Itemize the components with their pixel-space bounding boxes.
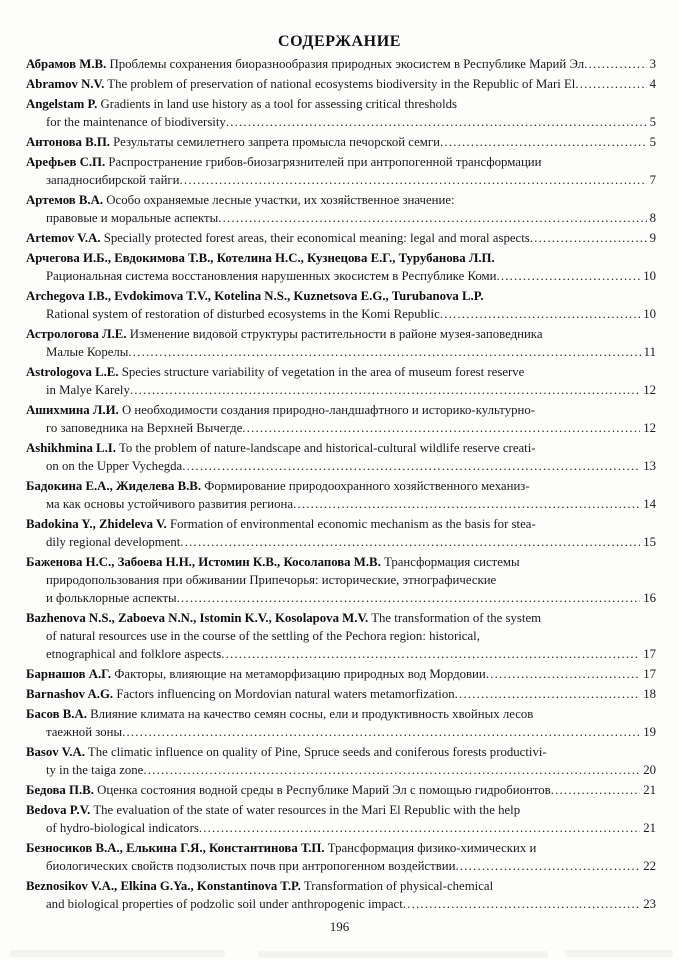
entry-author: Angelstam P. bbox=[26, 97, 98, 111]
entry-author: Безносиков В.А., Елькина Г.Я., Константинова Т.П. bbox=[26, 841, 325, 855]
entry-text bbox=[26, 249, 495, 267]
entry-text: on on the Upper Vychegda bbox=[46, 459, 183, 473]
toc-line-first bbox=[26, 153, 656, 171]
dot-leader bbox=[551, 781, 640, 799]
entry-text: Bedova P.V. The evaluation of the state of water resources in the Mari El Republic with the help bbox=[26, 803, 521, 817]
entry-text: Рациональная система восстановления нарушенных экосистем в Республике Коми bbox=[46, 269, 497, 283]
toc-entry bbox=[26, 477, 656, 513]
toc-line-first bbox=[26, 439, 656, 457]
entry-text: правовые и моральные аспекты bbox=[46, 211, 219, 225]
toc-line-continuation bbox=[26, 761, 656, 779]
entry-text: of natural resources use in the course of the settling of the Pechora region: historical, bbox=[46, 629, 480, 643]
entry-text: Артемов В.А. Особо охраняемые лесные участки, их хозяйственное значение: bbox=[26, 193, 455, 207]
toc-line-continuation bbox=[26, 533, 656, 551]
toc-line-first bbox=[26, 839, 656, 857]
entry-author: Арчегова И.Б., Евдокимова Т.В., Котелина Н.С., Кузнецова Е.Г., Турубанова Л.П. bbox=[26, 251, 495, 265]
dot-leader bbox=[221, 645, 640, 663]
entry-page-number: 19 bbox=[643, 725, 656, 739]
entry-page-number: 17 bbox=[643, 647, 656, 661]
entry-text: природопользования при обживании Припечорья: исторические, этнографические bbox=[46, 573, 497, 587]
entry-page-number: 20 bbox=[643, 763, 656, 777]
entry-author: Артемов В.А. bbox=[26, 193, 104, 207]
entry-page-number: 23 bbox=[643, 897, 656, 911]
toc-line-first bbox=[26, 665, 656, 683]
toc-line-first bbox=[26, 249, 656, 267]
entry-author: Barnashov A.G. bbox=[26, 687, 114, 701]
entry-author: Basov V.A. bbox=[26, 745, 85, 759]
entry-author: Басов В.А. bbox=[26, 707, 87, 721]
toc-line-first bbox=[26, 801, 656, 819]
entry-page-number: 5 bbox=[649, 135, 656, 149]
entry-page-number: 10 bbox=[643, 307, 656, 321]
toc-line-continuation bbox=[26, 819, 656, 837]
toc-entry bbox=[26, 839, 656, 875]
entry-text: Бедова П.В. Оценка состояния водной среды в Республике Марий Эл с помощью гидробионтов bbox=[26, 783, 551, 797]
entry-text: Angelstam P. Gradients in land use history as a tool for assessing critical thresholds bbox=[26, 97, 458, 111]
toc-entry bbox=[26, 877, 656, 913]
toc-entry bbox=[26, 153, 656, 189]
toc-line-continuation bbox=[26, 457, 656, 475]
scan-artifact bbox=[565, 950, 673, 957]
toc-line-continuation bbox=[26, 495, 656, 513]
dot-leader bbox=[455, 685, 641, 703]
entry-author: Ашихмина Л.И. bbox=[26, 403, 119, 417]
toc-entry bbox=[26, 685, 656, 703]
entry-text: Astrologova L.E. Species structure variability of vegetation in the area of museum forest reserve bbox=[26, 365, 525, 379]
entry-page-number: 4 bbox=[649, 77, 656, 91]
dot-leader bbox=[440, 305, 640, 323]
dot-leader bbox=[218, 209, 646, 227]
toc-line-continuation bbox=[26, 267, 656, 285]
entry-text: таежной зоны bbox=[46, 725, 123, 739]
entry-page-number: 5 bbox=[649, 115, 656, 129]
dot-leader bbox=[182, 457, 640, 475]
toc-line-continuation bbox=[26, 171, 656, 189]
entry-text: Бадокина Е.А., Жиделева В.В. Формирование природоохранного хозяйственного механиз- bbox=[26, 479, 530, 493]
entry-text: Басов В.А. Влияние климата на качество семян сосны, ели и продуктивность хвойных лесов bbox=[26, 707, 534, 721]
entry-page-number: 16 bbox=[643, 591, 656, 605]
dot-leader bbox=[440, 133, 647, 151]
entry-page-number: 12 bbox=[643, 383, 656, 397]
toc-entry bbox=[26, 287, 656, 323]
entry-page-number: 21 bbox=[643, 821, 656, 835]
entry-author: Abramov N.V. bbox=[26, 77, 105, 91]
entry-text: Малые Корелы bbox=[46, 345, 129, 359]
entry-text: in Malye Karely bbox=[46, 383, 130, 397]
entry-author: Artemov V.A. bbox=[26, 231, 101, 245]
toc-entry bbox=[26, 363, 656, 399]
toc-line-first bbox=[26, 743, 656, 761]
toc-line-continuation bbox=[26, 645, 656, 663]
dot-leader bbox=[143, 761, 640, 779]
dot-leader bbox=[177, 589, 641, 607]
toc-line-continuation bbox=[26, 305, 656, 323]
entry-author: Астрологова Л.Е. bbox=[26, 327, 127, 341]
entry-page-number: 10 bbox=[643, 269, 656, 283]
entry-text: Beznosikov V.A., Elkina G.Ya., Konstantinova T.P. Transformation of physical-chemical bbox=[26, 879, 494, 893]
entry-author: Astrologova L.E. bbox=[26, 365, 119, 379]
toc-line-continuation bbox=[26, 857, 656, 875]
toc-entry bbox=[26, 743, 656, 779]
toc-line-first bbox=[26, 229, 656, 247]
toc-entry bbox=[26, 191, 656, 227]
toc-entry bbox=[26, 325, 656, 361]
toc-line-first bbox=[26, 133, 656, 151]
entry-author: Bazhenova N.S., Zaboeva N.N., Istomin K.V., Kosolapova M.V. bbox=[26, 611, 369, 625]
entry-text: Антонова В.П. Результаты семилетнего запрета промысла печорской семги bbox=[26, 135, 440, 149]
toc-line-continuation bbox=[26, 571, 656, 589]
toc-line-first bbox=[26, 325, 656, 343]
toc-entry bbox=[26, 229, 656, 247]
entry-author: Бадокина Е.А., Жиделева В.В. bbox=[26, 479, 202, 493]
entry-page-number: 15 bbox=[643, 535, 656, 549]
toc-line-first bbox=[26, 877, 656, 895]
entry-author: Бедова П.В. bbox=[26, 783, 94, 797]
entry-author: Beznosikov V.A., Elkina G.Ya., Konstantinova T.P. bbox=[26, 879, 301, 893]
entry-text: of hydro-biological indicators bbox=[46, 821, 199, 835]
toc-entry bbox=[26, 439, 656, 475]
scan-artifact bbox=[10, 950, 225, 957]
entry-text: Астрологова Л.Е. Изменение видовой структуры растительности в районе музея-заповедника bbox=[26, 327, 543, 341]
entry-text: dily regional development bbox=[46, 535, 181, 549]
dot-leader bbox=[496, 267, 640, 285]
toc-line-first bbox=[26, 55, 656, 73]
entry-author: Баженова Н.С., Забоева Н.Н., Истомин К.В., Косолапова М.В. bbox=[26, 555, 381, 569]
dot-leader bbox=[199, 819, 640, 837]
entry-text: и фольклорные аспекты bbox=[46, 591, 177, 605]
entry-text: Баженова Н.С., Забоева Н.Н., Истомин К.В., Косолапова М.В. Трансформация системы bbox=[26, 555, 520, 569]
toc-line-first bbox=[26, 705, 656, 723]
toc-line-continuation bbox=[26, 627, 656, 645]
toc-line-continuation bbox=[26, 381, 656, 399]
entry-text: Badokina Y., Zhideleva V. Formation of environmental economic mechanism as the basis for stea- bbox=[26, 517, 536, 531]
toc-line-first bbox=[26, 685, 656, 703]
entry-text: Ashikhmina L.I. To the problem of nature-landscape and historical-cultural wildlife reserve creati- bbox=[26, 441, 536, 455]
toc-line-continuation bbox=[26, 113, 656, 131]
entry-page-number: 7 bbox=[649, 173, 656, 187]
entry-page-number: 3 bbox=[649, 57, 656, 71]
toc-line-first bbox=[26, 75, 656, 93]
entry-text: биологических свойств подзолистых почв при антропогенном воздействии bbox=[46, 859, 456, 873]
folio-page-number: 196 bbox=[329, 919, 350, 934]
toc-entries bbox=[26, 55, 656, 915]
toc-line-first bbox=[26, 401, 656, 419]
entry-author: Ashikhmina L.I. bbox=[26, 441, 116, 455]
toc-entry bbox=[26, 75, 656, 93]
entry-text: го заповедника на Верхней Вычегде bbox=[46, 421, 243, 435]
entry-author: Антонова В.П. bbox=[26, 135, 110, 149]
dot-leader bbox=[180, 171, 647, 189]
entry-page-number: 8 bbox=[649, 211, 656, 225]
entry-page-number: 12 bbox=[643, 421, 656, 435]
toc-entry bbox=[26, 553, 656, 607]
toc-entry bbox=[26, 515, 656, 551]
toc-line-first bbox=[26, 95, 656, 113]
dot-leader bbox=[226, 113, 647, 131]
entry-author: Badokina Y., Zhideleva V. bbox=[26, 517, 167, 531]
entry-text: and biological properties of podzolic soil under anthropogenic impact bbox=[46, 897, 403, 911]
dot-leader bbox=[403, 895, 640, 913]
entry-page-number: 22 bbox=[643, 859, 656, 873]
toc-entry bbox=[26, 705, 656, 741]
dot-leader bbox=[575, 75, 646, 93]
entry-page-number: 17 bbox=[643, 667, 656, 681]
entry-author: Абрамов М.В. bbox=[26, 57, 107, 71]
toc-line-first bbox=[26, 477, 656, 495]
entry-text: for the maintenance of biodiversity bbox=[46, 115, 226, 129]
entry-text: ма как основы устойчивого развития региона bbox=[46, 497, 294, 511]
toc-entry bbox=[26, 401, 656, 437]
dot-leader bbox=[293, 495, 640, 513]
dot-leader bbox=[530, 229, 647, 247]
toc-entry bbox=[26, 781, 656, 799]
dot-leader bbox=[128, 343, 640, 361]
entry-text: etnographical and folklore aspects bbox=[46, 647, 222, 661]
dot-leader bbox=[242, 419, 640, 437]
toc-line-first bbox=[26, 287, 656, 305]
dot-leader bbox=[180, 533, 640, 551]
entry-page-number: 11 bbox=[643, 345, 656, 359]
entry-text: Безносиков В.А., Елькина Г.Я., Константинова Т.П. Трансформация физико-химических и bbox=[26, 841, 537, 855]
entry-text: Арефьев С.П. Распространение грибов-биозагрязнителей при антропогенной трансформации bbox=[26, 155, 542, 169]
toc-entry bbox=[26, 609, 656, 663]
toc-line-continuation bbox=[26, 589, 656, 607]
entry-author: Bedova P.V. bbox=[26, 803, 91, 817]
entry-text: западносибирской тайги bbox=[46, 173, 180, 187]
entry-text: Rational system of restoration of disturbed ecosystems in the Komi Republic bbox=[46, 307, 440, 321]
entry-text: Барнашов А.Г. Факторы, влияющие на метаморфизацию природных вод Мордовии bbox=[26, 667, 486, 681]
entry-text bbox=[26, 287, 484, 305]
scan-artifact bbox=[258, 951, 548, 958]
entry-text: Artemov V.A. Specially protected forest areas, their economical meaning: legal and moral aspects bbox=[26, 231, 530, 245]
entry-author: Барнашов А.Г. bbox=[26, 667, 112, 681]
toc-line-first bbox=[26, 515, 656, 533]
toc-entry bbox=[26, 133, 656, 151]
entry-page-number: 21 bbox=[643, 783, 656, 797]
entry-page-number: 13 bbox=[643, 459, 656, 473]
entry-text: Абрамов М.В. Проблемы сохранения биоразнообразия природных экосистем в Республике Марий Эл bbox=[26, 57, 585, 71]
toc-line-first bbox=[26, 363, 656, 381]
toc-line-continuation bbox=[26, 895, 656, 913]
entry-author: Арефьев С.П. bbox=[26, 155, 106, 169]
entry-page-number: 14 bbox=[643, 497, 656, 511]
toc-line-first bbox=[26, 553, 656, 571]
toc-entry bbox=[26, 55, 656, 73]
toc-entry bbox=[26, 95, 656, 131]
dot-leader bbox=[455, 857, 640, 875]
toc-line-continuation bbox=[26, 723, 656, 741]
entry-page-number: 9 bbox=[649, 231, 656, 245]
toc-line-first bbox=[26, 781, 656, 799]
entry-text: Abramov N.V. The problem of preservation of national ecosystems biodiversity in the Republic of Mari El bbox=[26, 77, 576, 91]
dot-leader bbox=[584, 55, 646, 73]
toc-line-continuation bbox=[26, 343, 656, 361]
toc-entry bbox=[26, 665, 656, 683]
toc-line-continuation bbox=[26, 209, 656, 227]
entry-author: Archegova I.B., Evdokimova T.V., Kotelina N.S., Kuznetsova E.G., Turubanova L.P. bbox=[26, 289, 484, 303]
entry-page-number: 18 bbox=[643, 687, 656, 701]
dot-leader bbox=[130, 381, 640, 399]
toc-entry bbox=[26, 249, 656, 285]
entry-text: Bazhenova N.S., Zaboeva N.N., Istomin K.V., Kosolapova M.V. The transformation of the system bbox=[26, 611, 542, 625]
entry-text: Barnashov A.G. Factors influencing on Mordovian natural waters metamorfization bbox=[26, 687, 455, 701]
entry-text: ty in the taiga zone bbox=[46, 763, 144, 777]
entry-text: Basov V.A. The climatic influence on quality of Pine, Spruce seeds and coniferous forests productivi- bbox=[26, 745, 547, 759]
dot-leader bbox=[486, 665, 640, 683]
entry-text: Ашихмина Л.И. О необходимости создания природно-ландшафтного и историко-культурно- bbox=[26, 403, 536, 417]
dot-leader bbox=[122, 723, 640, 741]
toc-line-first bbox=[26, 609, 656, 627]
page-title: СОДЕРЖАНИЕ bbox=[277, 32, 402, 50]
toc-entry bbox=[26, 801, 656, 837]
toc-line-first bbox=[26, 191, 656, 209]
toc-line-continuation bbox=[26, 419, 656, 437]
